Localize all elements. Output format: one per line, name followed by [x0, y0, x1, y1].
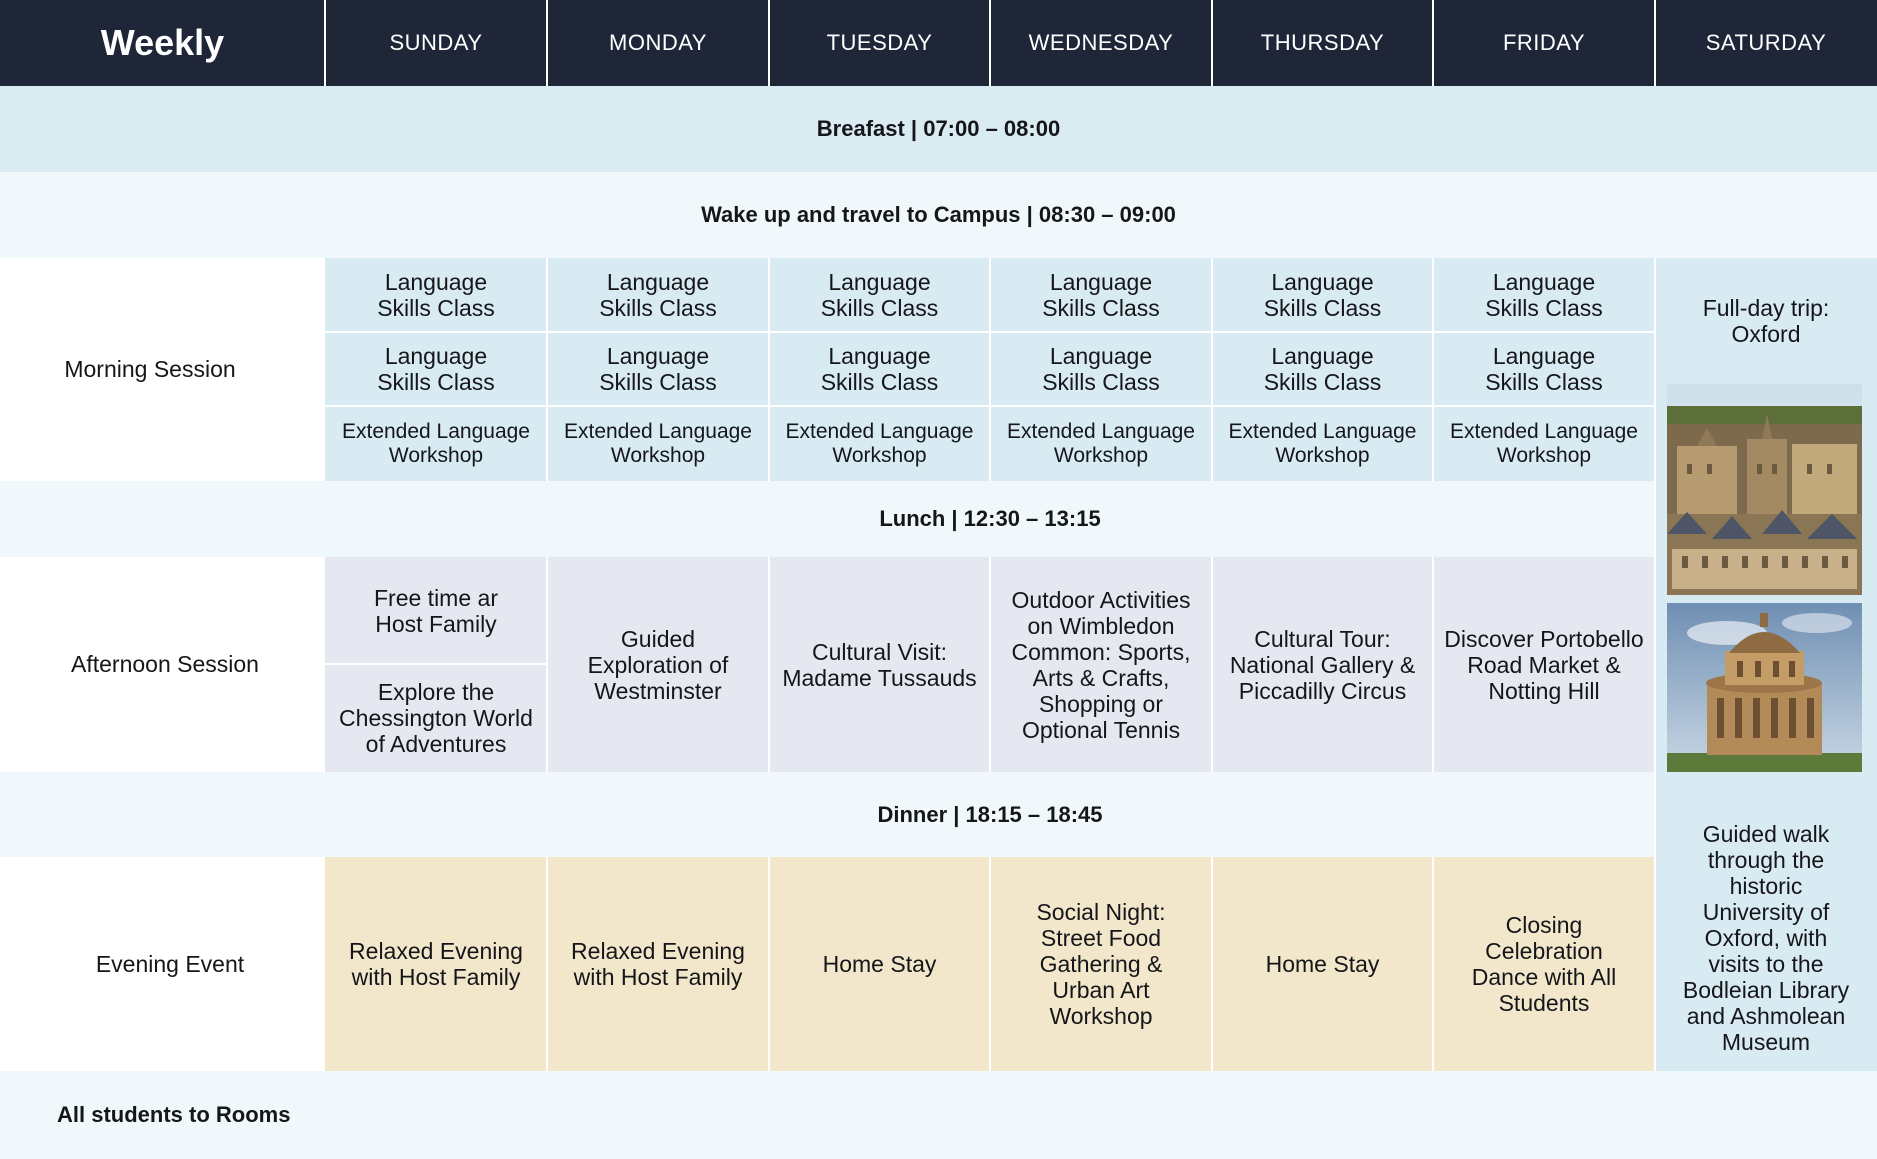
header-monday: MONDAY — [547, 0, 769, 86]
morning-thursday-class-1: Language Skills Class — [1212, 258, 1433, 332]
saturday-walk: Guided walk through the historic University of Oxford, with visits to the Bodleian Library and Ashmolean Museum — [1682, 821, 1850, 1055]
afternoon-sunday-bottom: Explore the Chessington World of Adventures — [325, 664, 547, 772]
divider — [989, 557, 991, 772]
divider — [546, 0, 548, 86]
divider — [1211, 557, 1213, 772]
row-label-morning: Morning Session — [0, 258, 325, 481]
divider — [1211, 857, 1213, 1071]
evening-thursday: Home Stay — [1212, 857, 1433, 1071]
morning-friday-class-1: Language Skills Class — [1433, 258, 1655, 332]
divider — [768, 557, 770, 772]
divider — [989, 258, 991, 481]
divider — [1432, 557, 1434, 772]
divider — [1211, 0, 1213, 86]
divider — [1432, 857, 1434, 1071]
divider — [768, 258, 770, 481]
morning-sunday-workshop: Extended Language Workshop — [325, 406, 547, 481]
morning-wednesday-class-1: Language Skills Class — [990, 258, 1212, 332]
row-label-afternoon: Afternoon Session — [0, 557, 325, 772]
morning-sunday-class-2: Language Skills Class — [325, 332, 547, 406]
morning-friday-class-2: Language Skills Class — [1433, 332, 1655, 406]
morning-thursday-workshop: Extended Language Workshop — [1212, 406, 1433, 481]
lunch-band: Lunch | 12:30 – 13:15 — [0, 481, 1655, 557]
rooms-band: All students to Rooms — [0, 1071, 1877, 1159]
header-friday: FRIDAY — [1433, 0, 1655, 86]
header-saturday: SATURDAY — [1655, 0, 1877, 86]
evening-tuesday: Home Stay — [769, 857, 990, 1071]
divider — [1211, 258, 1213, 481]
divider — [325, 331, 1655, 333]
divider — [989, 857, 991, 1071]
morning-wednesday-class-2: Language Skills Class — [990, 332, 1212, 406]
radcliffe-camera-photo — [1667, 603, 1862, 772]
divider — [1432, 258, 1434, 481]
evening-sunday: Relaxed Evening with Host Family — [325, 857, 547, 1071]
header-tuesday: TUESDAY — [769, 0, 990, 86]
breakfast-band: Breafast | 07:00 – 08:00 — [0, 86, 1877, 172]
morning-tuesday-workshop: Extended Language Workshop — [769, 406, 990, 481]
afternoon-thursday: Cultural Tour: National Gallery & Piccadilly Circus — [1212, 557, 1433, 772]
afternoon-friday: Discover Portobello Road Market & Notting Hill — [1433, 557, 1655, 772]
afternoon-monday: Guided Exploration of Westminster — [547, 557, 769, 772]
morning-monday-workshop: Extended Language Workshop — [547, 406, 769, 481]
dinner-band: Dinner | 18:15 – 18:45 — [0, 772, 1655, 857]
oxford-skyline-illustration — [1667, 384, 1862, 595]
row-label-evening: Evening Event — [0, 857, 325, 1071]
wakeup-band: Wake up and travel to Campus | 08:30 – 09:00 — [0, 172, 1877, 258]
table-title: Weekly — [0, 0, 325, 86]
divider — [1432, 0, 1434, 86]
divider — [546, 258, 548, 481]
divider — [325, 405, 1655, 407]
divider — [546, 857, 548, 1071]
divider — [768, 0, 770, 86]
afternoon-sunday-top: Free time ar Host Family — [325, 557, 547, 664]
header-wednesday: WEDNESDAY — [990, 0, 1212, 86]
evening-friday: Closing Celebration Dance with All Students — [1433, 857, 1655, 1071]
morning-thursday-class-2: Language Skills Class — [1212, 332, 1433, 406]
header-sunday: SUNDAY — [325, 0, 547, 86]
morning-wednesday-workshop: Extended Language Workshop — [990, 406, 1212, 481]
afternoon-tuesday: Cultural Visit: Madame Tussauds — [769, 557, 990, 772]
divider — [1654, 258, 1656, 1071]
evening-monday: Relaxed Evening with Host Family — [547, 857, 769, 1071]
morning-friday-workshop: Extended Language Workshop — [1433, 406, 1655, 481]
radcliffe-camera-illustration — [1667, 603, 1862, 772]
morning-monday-class-1: Language Skills Class — [547, 258, 769, 332]
morning-sunday-class-1: Language Skills Class — [325, 258, 547, 332]
afternoon-wednesday: Outdoor Activities on Wimbledon Common: Sports, Arts & Crafts, Shopping or Optional Tennis — [990, 557, 1212, 772]
divider — [1654, 0, 1656, 86]
morning-tuesday-class-2: Language Skills Class — [769, 332, 990, 406]
header-thursday: THURSDAY — [1212, 0, 1433, 86]
divider — [989, 0, 991, 86]
morning-monday-class-2: Language Skills Class — [547, 332, 769, 406]
divider — [325, 663, 547, 665]
oxford-skyline-photo — [1667, 384, 1862, 595]
morning-tuesday-class-1: Language Skills Class — [769, 258, 990, 332]
evening-wednesday: Social Night: Street Food Gathering & Urban Art Workshop — [990, 857, 1212, 1071]
divider — [768, 857, 770, 1071]
saturday-trip: Full-day trip: Oxford — [1702, 294, 1830, 347]
divider — [324, 0, 326, 86]
